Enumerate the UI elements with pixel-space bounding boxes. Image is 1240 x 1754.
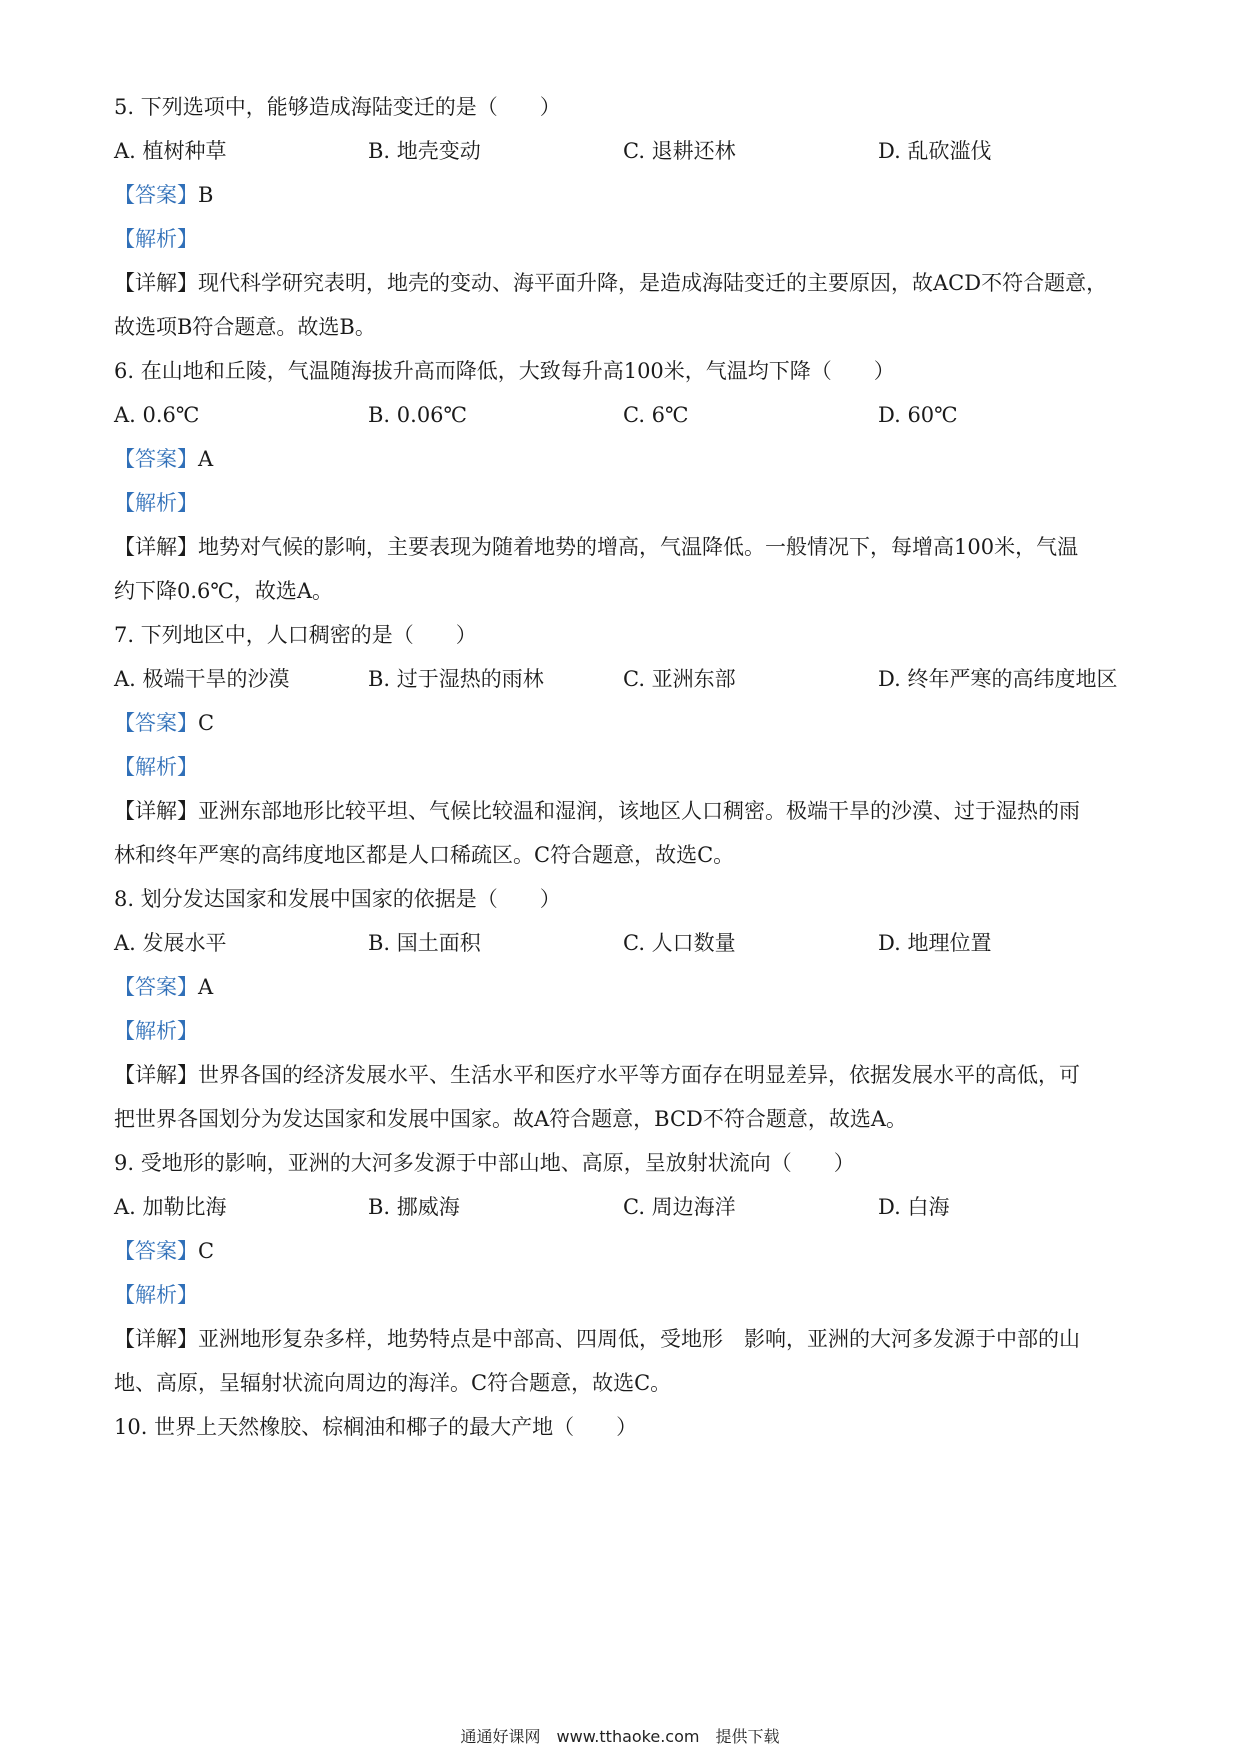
question-6-option-b: B. 0.06℃	[368, 403, 468, 427]
answer-value: A	[198, 447, 214, 471]
detail-text: 地势对气候的影响，主要表现为随着地势的增高，气温降低。一般情况下，每增高100米，气温	[198, 535, 1079, 559]
detail-tag: 【详解】	[114, 799, 198, 823]
question-5-option-a: A. 植树种草	[114, 139, 227, 163]
detail-tag: 【详解】	[114, 535, 198, 559]
question-8-stem: 8. 划分发达国家和发展中国家的依据是（ ）	[114, 887, 561, 911]
analysis-tag: 【解析】	[114, 227, 198, 251]
answer-value: C	[198, 711, 215, 735]
question-9-option-a: A. 加勒比海	[114, 1195, 227, 1219]
detail-text: 现代科学研究表明，地壳的变动、海平面升降，是造成海陆变迁的主要原因，故ACD不符合题意，	[198, 271, 1108, 295]
question-8-detail-line-1	[114, 1060, 1080, 1090]
answer-tag: 【答案】	[114, 975, 198, 999]
question-7-detail-line-1	[114, 796, 1080, 826]
question-5-answer	[114, 180, 213, 210]
answer-tag: 【答案】	[114, 1239, 198, 1263]
question-7-option-c: C. 亚洲东部	[623, 667, 736, 691]
question-9-option-d: D. 白海	[878, 1195, 950, 1219]
question-9-answer	[114, 1236, 214, 1266]
question-5-detail-line-1	[114, 268, 1107, 298]
question-6-option-a: A. 0.6℃	[114, 403, 200, 427]
analysis-tag: 【解析】	[114, 1283, 198, 1307]
analysis-tag: 【解析】	[114, 755, 198, 779]
question-8-option-d: D. 地理位置	[878, 931, 992, 955]
detail-tag: 【详解】	[114, 1063, 198, 1087]
question-6-option-d: D. 60℃	[878, 403, 958, 427]
answer-value: C	[198, 1239, 215, 1263]
question-5-analysis	[114, 224, 198, 254]
question-8-option-c: C. 人口数量	[623, 931, 736, 955]
question-5-option-c: C. 退耕还林	[623, 139, 736, 163]
question-9-option-c: C. 周边海洋	[623, 1195, 736, 1219]
question-7-option-b: B. 过于湿热的雨林	[368, 667, 544, 691]
question-9-analysis	[114, 1280, 198, 1310]
question-6-answer	[114, 444, 213, 474]
answer-tag: 【答案】	[114, 183, 198, 207]
question-5-option-d: D. 乱砍滥伐	[878, 139, 992, 163]
question-9-option-b: B. 挪威海	[368, 1195, 460, 1219]
question-8-answer	[114, 972, 213, 1002]
question-8-option-b: B. 国土面积	[368, 931, 481, 955]
question-7-stem: 7. 下列地区中，人口稠密的是（ ）	[114, 623, 477, 647]
question-5-detail-line-2: 故选项B符合题意。故选B。	[114, 315, 376, 339]
analysis-tag: 【解析】	[114, 1019, 198, 1043]
question-7-analysis	[114, 752, 198, 782]
question-6-detail-line-1	[114, 532, 1078, 562]
page-footer: 通通好课网 www.tthaoke.com 提供下载	[460, 1727, 780, 1746]
analysis-tag: 【解析】	[114, 491, 198, 515]
detail-tag: 【详解】	[114, 1327, 198, 1351]
answer-tag: 【答案】	[114, 711, 198, 735]
question-8-analysis	[114, 1016, 198, 1046]
question-9-detail-line-2: 地、高原，呈辐射状流向周边的海洋。C符合题意，故选C。	[114, 1371, 672, 1395]
question-7-detail-line-2: 林和终年严寒的高纬度地区都是人口稀疏区。C符合题意，故选C。	[114, 843, 735, 867]
question-5-option-b: B. 地壳变动	[368, 139, 481, 163]
question-8-option-a: A. 发展水平	[114, 931, 227, 955]
question-7-answer	[114, 708, 214, 738]
question-9-detail-line-1	[114, 1324, 1080, 1354]
question-6-analysis	[114, 488, 198, 518]
question-6-option-c: C. 6℃	[623, 403, 689, 427]
question-7-option-d: D. 终年严寒的高纬度地区	[878, 667, 1118, 691]
detail-tag: 【详解】	[114, 271, 198, 295]
detail-text: 世界各国的经济发展水平、生活水平和医疗水平等方面存在明显差异，依据发展水平的高低，可	[198, 1063, 1080, 1087]
detail-text: 亚洲东部地形比较平坦、气候比较温和湿润，该地区人口稠密。极端干旱的沙漠、过于湿热的雨	[198, 799, 1080, 823]
question-8-detail-line-2: 把世界各国划分为发达国家和发展中国家。故A符合题意，BCD不符合题意，故选A。	[114, 1107, 908, 1131]
answer-value: B	[198, 183, 214, 207]
answer-tag: 【答案】	[114, 447, 198, 471]
question-6-stem: 6. 在山地和丘陵，气温随海拔升高而降低，大致每升高100米，气温均下降（ ）	[114, 359, 895, 383]
question-6-detail-line-2: 约下降0.6℃，故选A。	[114, 579, 334, 603]
question-7-option-a: A. 极端干旱的沙漠	[114, 667, 290, 691]
question-10-stem: 10. 世界上天然橡胶、棕榈油和椰子的最大产地（ ）	[114, 1415, 638, 1439]
question-5-stem: 5. 下列选项中，能够造成海陆变迁的是（ ）	[114, 95, 561, 119]
detail-text: 亚洲地形复杂多样，地势特点是中部高、四周低，受地形 影响，亚洲的大河多发源于中部的山	[198, 1327, 1080, 1351]
answer-value: A	[198, 975, 214, 999]
question-9-stem: 9. 受地形的影响，亚洲的大河多发源于中部山地、高原，呈放射状流向（ ）	[114, 1151, 855, 1175]
